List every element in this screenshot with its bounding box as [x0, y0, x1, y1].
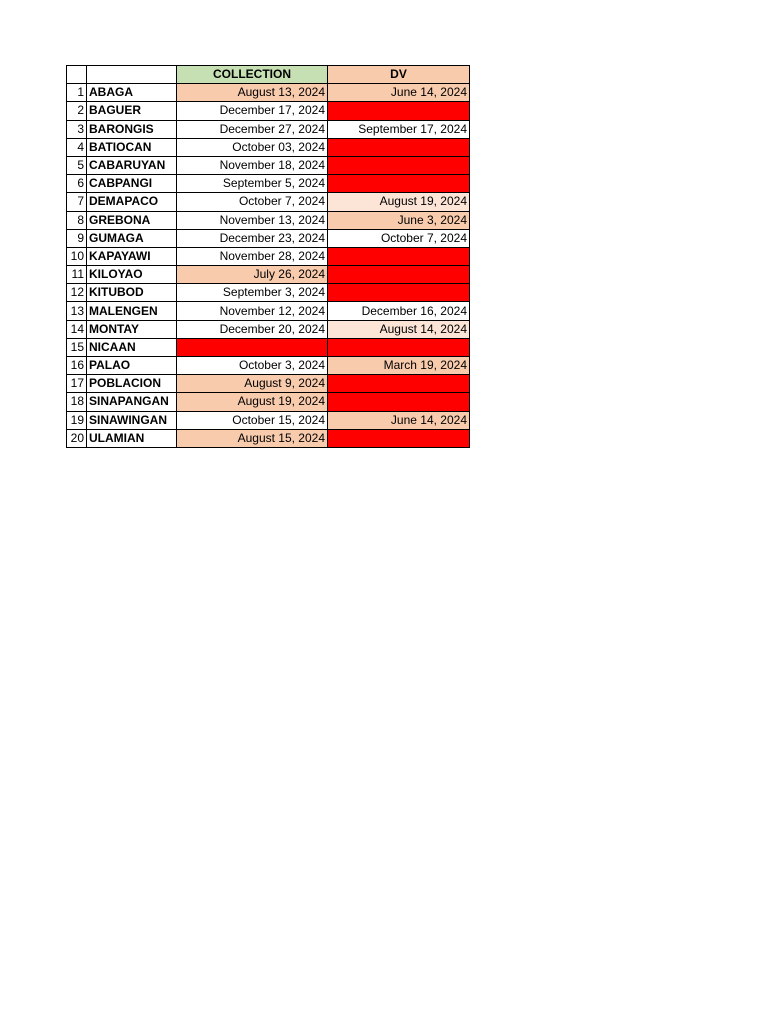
collection-date-cell[interactable]: November 18, 2024 — [177, 156, 328, 174]
dv-date-cell[interactable]: September 17, 2024 — [328, 120, 470, 138]
header-collection-cell[interactable]: COLLECTION — [177, 66, 328, 84]
barangay-name-cell[interactable]: KITUBOD — [87, 284, 177, 302]
table-row — [67, 175, 470, 193]
barangay-name-cell[interactable]: ULAMIAN — [87, 429, 177, 447]
barangay-name-cell[interactable]: SINAPANGAN — [87, 393, 177, 411]
table-row — [67, 284, 470, 302]
collection-date-cell[interactable]: December 20, 2024 — [177, 320, 328, 338]
collection-date-cell[interactable]: October 03, 2024 — [177, 138, 328, 156]
barangay-name-cell[interactable]: BARONGIS — [87, 120, 177, 138]
dv-date-cell[interactable] — [328, 338, 470, 356]
barangay-name-cell[interactable]: BATIOCAN — [87, 138, 177, 156]
dv-date-cell[interactable]: March 19, 2024 — [328, 357, 470, 375]
barangay-name-cell[interactable]: POBLACION — [87, 375, 177, 393]
barangay-name-cell[interactable]: DEMAPACO — [87, 193, 177, 211]
row-number-cell[interactable]: 4 — [67, 138, 87, 156]
row-number-cell[interactable]: 5 — [67, 156, 87, 174]
table-row — [67, 229, 470, 247]
barangay-name-cell[interactable]: GUMAGA — [87, 229, 177, 247]
table-row — [67, 120, 470, 138]
spreadsheet-table — [66, 65, 470, 448]
collection-date-cell[interactable]: October 7, 2024 — [177, 193, 328, 211]
table-row — [67, 357, 470, 375]
dv-date-cell[interactable]: December 16, 2024 — [328, 302, 470, 320]
collection-date-cell[interactable]: August 19, 2024 — [177, 393, 328, 411]
row-number-cell[interactable]: 17 — [67, 375, 87, 393]
barangay-name-cell[interactable]: KILOYAO — [87, 266, 177, 284]
barangay-name-cell[interactable]: MONTAY — [87, 320, 177, 338]
table-row — [67, 211, 470, 229]
collection-date-cell[interactable]: September 5, 2024 — [177, 175, 328, 193]
barangay-name-cell[interactable]: KAPAYAWI — [87, 247, 177, 265]
row-number-cell[interactable]: 1 — [67, 84, 87, 102]
collection-date-cell[interactable]: October 3, 2024 — [177, 357, 328, 375]
collection-date-cell[interactable] — [177, 338, 328, 356]
table-row — [67, 429, 470, 447]
dv-date-cell[interactable] — [328, 375, 470, 393]
collection-date-cell[interactable]: December 17, 2024 — [177, 102, 328, 120]
collection-date-cell[interactable]: November 13, 2024 — [177, 211, 328, 229]
table-row — [67, 193, 470, 211]
row-number-cell[interactable]: 14 — [67, 320, 87, 338]
row-number-cell[interactable]: 19 — [67, 411, 87, 429]
dv-date-cell[interactable]: June 14, 2024 — [328, 84, 470, 102]
row-number-cell[interactable]: 15 — [67, 338, 87, 356]
collection-date-cell[interactable]: August 9, 2024 — [177, 375, 328, 393]
row-number-cell[interactable]: 11 — [67, 266, 87, 284]
row-number-cell[interactable]: 8 — [67, 211, 87, 229]
barangay-name-cell[interactable]: PALAO — [87, 357, 177, 375]
table-row — [67, 320, 470, 338]
table-row — [67, 247, 470, 265]
collection-date-cell[interactable]: November 28, 2024 — [177, 247, 328, 265]
dv-date-cell[interactable]: June 3, 2024 — [328, 211, 470, 229]
dv-date-cell[interactable]: June 14, 2024 — [328, 411, 470, 429]
table-row — [67, 156, 470, 174]
table-row — [67, 375, 470, 393]
row-number-cell[interactable]: 20 — [67, 429, 87, 447]
barangay-name-cell[interactable]: ABAGA — [87, 84, 177, 102]
collection-date-cell[interactable]: December 27, 2024 — [177, 120, 328, 138]
row-number-cell[interactable]: 9 — [67, 229, 87, 247]
dv-date-cell[interactable]: October 7, 2024 — [328, 229, 470, 247]
dv-date-cell[interactable]: August 14, 2024 — [328, 320, 470, 338]
table-row — [67, 411, 470, 429]
barangay-name-cell[interactable]: CABARUYAN — [87, 156, 177, 174]
collection-date-cell[interactable]: December 23, 2024 — [177, 229, 328, 247]
header-num-cell[interactable] — [67, 66, 87, 84]
row-number-cell[interactable]: 16 — [67, 357, 87, 375]
row-number-cell[interactable]: 13 — [67, 302, 87, 320]
dv-date-cell[interactable] — [328, 284, 470, 302]
dv-date-cell[interactable] — [328, 175, 470, 193]
row-number-cell[interactable]: 6 — [67, 175, 87, 193]
row-number-cell[interactable]: 18 — [67, 393, 87, 411]
row-number-cell[interactable]: 7 — [67, 193, 87, 211]
table-row — [67, 266, 470, 284]
collection-date-cell[interactable]: July 26, 2024 — [177, 266, 328, 284]
table-row — [67, 338, 470, 356]
dv-date-cell[interactable] — [328, 266, 470, 284]
barangay-name-cell[interactable]: CABPANGI — [87, 175, 177, 193]
dv-date-cell[interactable] — [328, 156, 470, 174]
barangay-name-cell[interactable]: NICAAN — [87, 338, 177, 356]
barangay-name-cell[interactable]: GREBONA — [87, 211, 177, 229]
row-number-cell[interactable]: 12 — [67, 284, 87, 302]
header-row — [67, 66, 470, 84]
dv-date-cell[interactable] — [328, 429, 470, 447]
collection-date-cell[interactable]: October 15, 2024 — [177, 411, 328, 429]
barangay-name-cell[interactable]: BAGUER — [87, 102, 177, 120]
table-row — [67, 393, 470, 411]
header-name-cell[interactable] — [87, 66, 177, 84]
table-row — [67, 302, 470, 320]
dv-date-cell[interactable] — [328, 247, 470, 265]
row-number-cell[interactable]: 10 — [67, 247, 87, 265]
dv-date-cell[interactable] — [328, 393, 470, 411]
table-row — [67, 138, 470, 156]
table-row — [67, 102, 470, 120]
dv-date-cell[interactable]: August 19, 2024 — [328, 193, 470, 211]
collection-date-cell[interactable]: November 12, 2024 — [177, 302, 328, 320]
barangay-name-cell[interactable]: MALENGEN — [87, 302, 177, 320]
collection-date-cell[interactable]: August 15, 2024 — [177, 429, 328, 447]
dv-date-cell[interactable] — [328, 138, 470, 156]
collection-date-cell[interactable]: August 13, 2024 — [177, 84, 328, 102]
row-number-cell[interactable]: 3 — [67, 120, 87, 138]
row-number-cell[interactable]: 2 — [67, 102, 87, 120]
dv-date-cell[interactable] — [328, 102, 470, 120]
collection-date-cell[interactable]: September 3, 2024 — [177, 284, 328, 302]
header-dv-cell[interactable]: DV — [328, 66, 470, 84]
barangay-name-cell[interactable]: SINAWINGAN — [87, 411, 177, 429]
table-row — [67, 84, 470, 102]
